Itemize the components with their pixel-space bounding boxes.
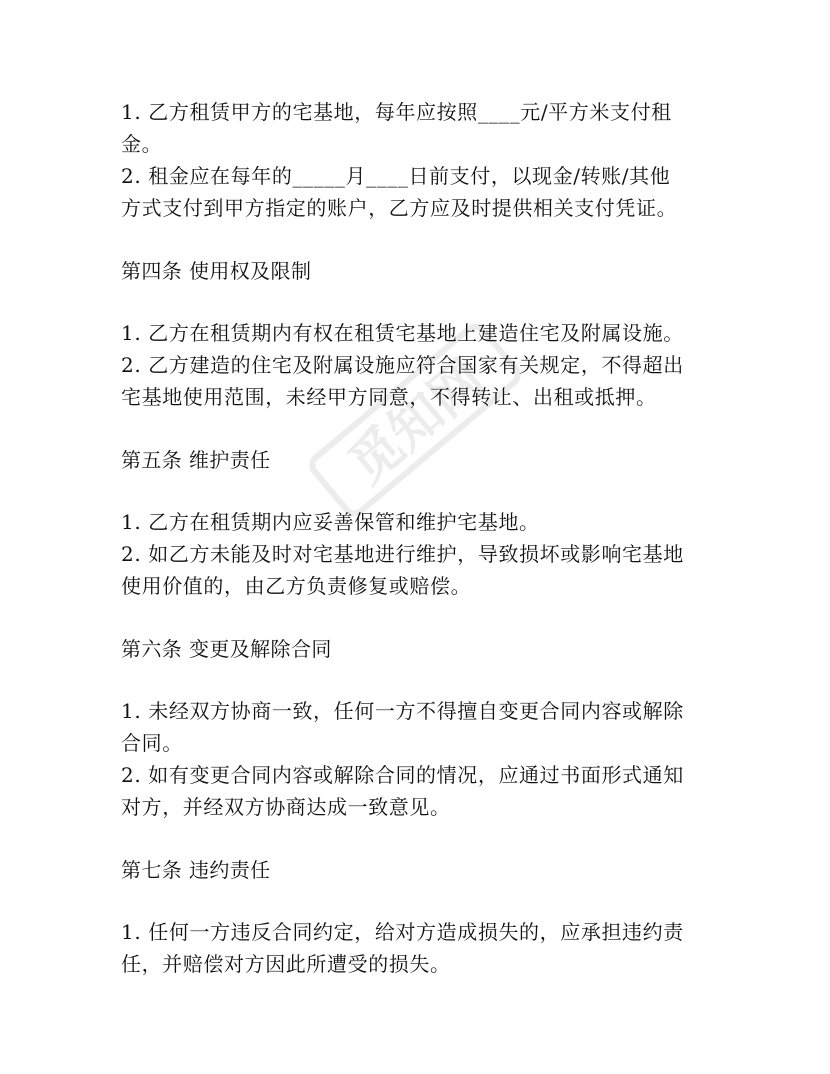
section-article-5 xyxy=(121,444,721,602)
paragraph-line: 任，并赔偿对方因此所遭受的损失。 xyxy=(121,952,451,976)
paragraph-line: 合同。 xyxy=(121,731,183,755)
paragraph-line: 2. 租金应在每年的_____月____日前支付，以现金/转账/其他 xyxy=(121,164,671,188)
paragraph-line: 2. 如有变更合同内容或解除合同的情况，应通过书面形式通知 xyxy=(121,763,684,787)
section-article-7 xyxy=(121,854,721,980)
section-article-6 xyxy=(121,633,721,823)
paragraph-line: 方式支付到甲方指定的账户，乙方应及时提供相关支付凭证。 xyxy=(121,196,678,220)
watermark-text: 觅知网 xyxy=(337,349,496,496)
paragraph-line: 对方，并经双方协商达成一致意见。 xyxy=(121,795,451,819)
article-heading: 第四条 使用权及限制 xyxy=(121,259,312,283)
paragraph-line: 2. 如乙方未能及时对宅基地进行维护，导致损坏或影响宅基地 xyxy=(121,542,684,566)
paragraph-line: 金。 xyxy=(121,132,163,156)
paragraph-line: 1. 未经双方协商一致，任何一方不得擅自变更合同内容或解除 xyxy=(121,699,684,723)
article-heading: 第五条 维护责任 xyxy=(121,448,271,472)
section-payment-terms xyxy=(121,96,721,224)
document-body xyxy=(121,96,721,980)
article-heading: 第七条 违约责任 xyxy=(121,858,271,882)
paragraph-line: 宅基地使用范围，未经甲方同意，不得转让、出租或抵押。 xyxy=(121,385,657,409)
article-heading: 第六条 变更及解除合同 xyxy=(121,637,332,661)
paragraph-line: 2. 乙方建造的住宅及附属设施应符合国家有关规定，不得超出 xyxy=(121,353,684,377)
paragraph-line: 1. 任何一方违反合同约定，给对方造成损失的，应承担违约责 xyxy=(121,920,684,944)
paragraph-line: 1. 乙方在租赁期内应妥善保管和维护宅基地。 xyxy=(121,510,540,534)
paragraph-line: 1. 乙方租赁甲方的宅基地，每年应按照____元/平方米支付租 xyxy=(121,100,672,124)
section-article-4 xyxy=(121,255,721,413)
paragraph-line: 1. 乙方在租赁期内有权在租赁宅基地上建造住宅及附属设施。 xyxy=(121,321,684,345)
paragraph-line: 使用价值的，由乙方负责修复或赔偿。 xyxy=(121,574,472,598)
